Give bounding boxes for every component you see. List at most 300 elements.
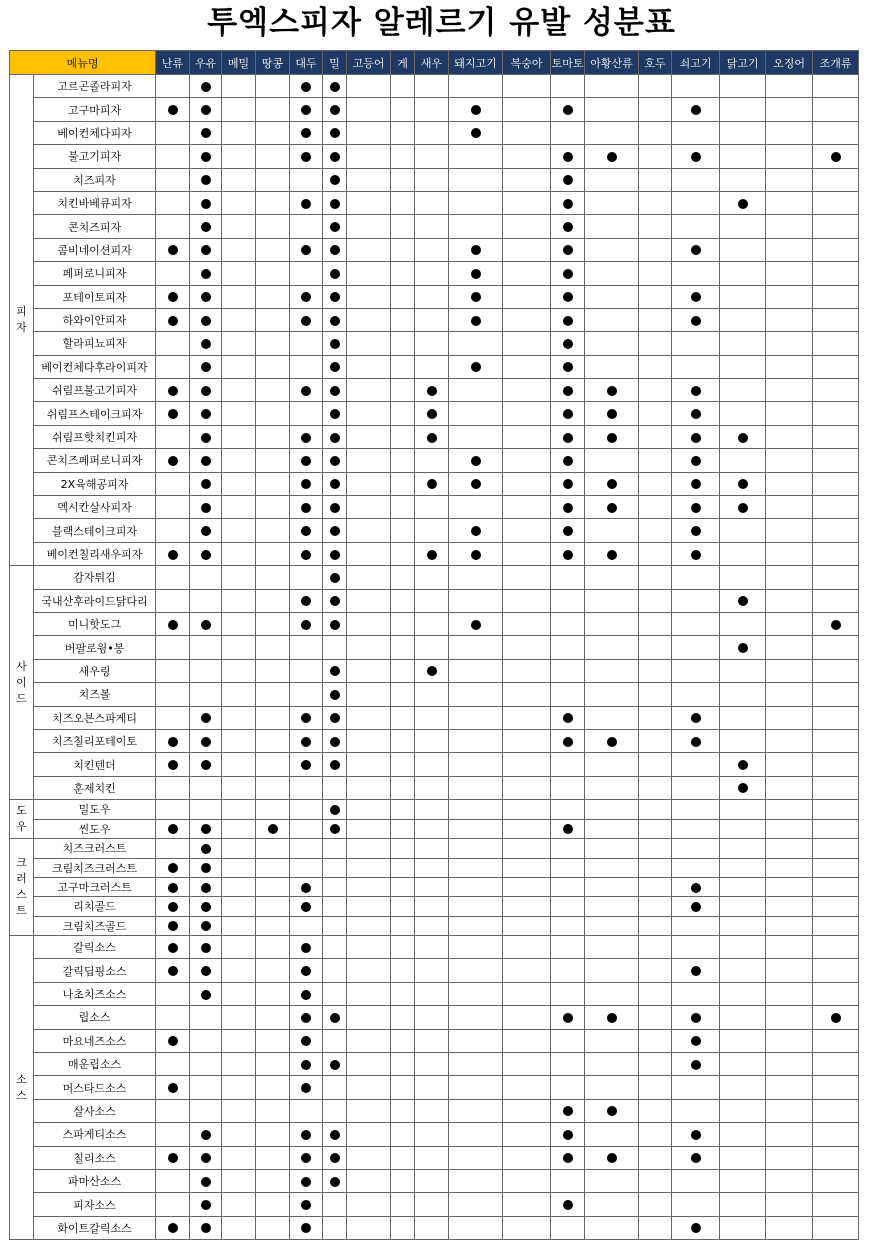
allergen-cell bbox=[551, 355, 585, 378]
allergen-cell bbox=[813, 1193, 859, 1216]
allergen-cell bbox=[415, 659, 449, 682]
allergen-cell bbox=[347, 612, 391, 635]
allergen-cell bbox=[813, 776, 859, 799]
allergen-cell bbox=[222, 1169, 256, 1192]
menu-item-name: 치즈크러스트 bbox=[34, 839, 156, 858]
allergen-cell bbox=[290, 1076, 323, 1099]
allergen-cell bbox=[449, 916, 503, 935]
allergen-cell bbox=[156, 659, 190, 682]
allergen-cell bbox=[672, 308, 720, 331]
allergen-cell bbox=[156, 589, 190, 612]
allergen-cell bbox=[585, 332, 639, 355]
allergen-cell bbox=[813, 238, 859, 261]
allergen-cell bbox=[449, 262, 503, 285]
allergen-cell bbox=[256, 819, 290, 839]
allergen-cell bbox=[391, 262, 415, 285]
allergen-header: 쇠고기 bbox=[672, 51, 720, 75]
allergen-cell bbox=[672, 402, 720, 425]
table-row bbox=[10, 729, 859, 752]
allergen-cell bbox=[766, 753, 813, 776]
allergen-cell bbox=[256, 1193, 290, 1216]
allergen-cell bbox=[503, 566, 551, 589]
allergen-cell bbox=[813, 1169, 859, 1192]
table-row bbox=[10, 982, 859, 1005]
allergen-dot bbox=[563, 713, 573, 723]
menu-item-name: 포테이토피자 bbox=[34, 285, 156, 308]
allergen-dot bbox=[691, 503, 701, 513]
allergen-cell bbox=[190, 308, 222, 331]
allergen-cell bbox=[391, 858, 415, 877]
allergen-cell bbox=[415, 402, 449, 425]
allergen-dot bbox=[607, 152, 617, 162]
allergen-cell bbox=[391, 98, 415, 121]
allergen-dot bbox=[607, 1013, 617, 1023]
allergen-dot bbox=[301, 316, 311, 326]
allergen-cell bbox=[813, 683, 859, 706]
allergen-cell bbox=[503, 75, 551, 98]
allergen-cell bbox=[323, 285, 347, 308]
allergen-cell bbox=[190, 839, 222, 858]
allergen-cell bbox=[639, 262, 672, 285]
allergen-cell bbox=[347, 982, 391, 1005]
menu-item-name: 나초치즈소스 bbox=[34, 982, 156, 1005]
allergen-dot bbox=[563, 175, 573, 185]
allergen-cell bbox=[190, 753, 222, 776]
table-row bbox=[10, 519, 859, 542]
table-row bbox=[10, 1099, 859, 1122]
allergen-cell bbox=[190, 1146, 222, 1169]
allergen-header: 게 bbox=[391, 51, 415, 75]
allergen-cell bbox=[347, 262, 391, 285]
allergen-cell bbox=[256, 916, 290, 935]
allergen-cell bbox=[415, 683, 449, 706]
allergen-cell bbox=[503, 877, 551, 896]
allergen-cell bbox=[347, 706, 391, 729]
allergen-cell bbox=[190, 916, 222, 935]
allergen-cell bbox=[813, 168, 859, 191]
allergen-cell bbox=[503, 285, 551, 308]
table-row bbox=[10, 1216, 859, 1239]
allergen-cell bbox=[813, 1029, 859, 1052]
menu-item-name: 멕시칸살사피자 bbox=[34, 496, 156, 519]
allergen-cell bbox=[449, 706, 503, 729]
allergen-cell bbox=[190, 519, 222, 542]
allergen-dot bbox=[330, 316, 340, 326]
allergen-cell bbox=[256, 379, 290, 402]
allergen-cell bbox=[391, 959, 415, 982]
allergen-dot bbox=[201, 1177, 211, 1187]
allergen-cell bbox=[256, 75, 290, 98]
allergen-cell bbox=[551, 542, 585, 565]
allergen-dot bbox=[330, 620, 340, 630]
menu-item-name: 국내산후라이드닭다리 bbox=[34, 589, 156, 612]
allergen-cell bbox=[323, 706, 347, 729]
allergen-cell bbox=[551, 897, 585, 916]
menu-item-name: 2X육해공피자 bbox=[34, 472, 156, 495]
allergen-cell bbox=[585, 839, 639, 858]
allergen-cell bbox=[766, 285, 813, 308]
allergen-cell bbox=[256, 1216, 290, 1239]
allergen-cell bbox=[766, 659, 813, 682]
allergen-cell bbox=[585, 1099, 639, 1122]
allergen-cell bbox=[290, 215, 323, 238]
allergen-cell bbox=[222, 98, 256, 121]
allergen-cell bbox=[639, 589, 672, 612]
allergen-cell bbox=[672, 238, 720, 261]
allergen-cell bbox=[449, 729, 503, 752]
allergen-cell bbox=[323, 612, 347, 635]
allergen-dot bbox=[201, 128, 211, 138]
allergen-cell bbox=[347, 1146, 391, 1169]
allergen-cell bbox=[323, 776, 347, 799]
allergen-cell bbox=[290, 683, 323, 706]
allergen-cell bbox=[222, 612, 256, 635]
allergen-cell bbox=[323, 1216, 347, 1239]
allergen-cell bbox=[551, 819, 585, 839]
allergen-cell bbox=[391, 285, 415, 308]
allergen-dot bbox=[168, 737, 178, 747]
allergen-dot bbox=[691, 1013, 701, 1023]
allergen-cell bbox=[720, 1029, 766, 1052]
allergen-cell bbox=[672, 1169, 720, 1192]
allergen-cell bbox=[323, 168, 347, 191]
allergen-cell bbox=[551, 636, 585, 659]
allergen-cell bbox=[813, 1006, 859, 1029]
allergen-cell bbox=[323, 1053, 347, 1076]
allergen-cell bbox=[551, 839, 585, 858]
allergen-dot bbox=[168, 620, 178, 630]
table-row bbox=[10, 472, 859, 495]
allergen-cell bbox=[391, 982, 415, 1005]
allergen-cell bbox=[347, 402, 391, 425]
allergen-cell bbox=[222, 877, 256, 896]
allergen-cell bbox=[503, 936, 551, 959]
allergen-cell bbox=[190, 75, 222, 98]
allergen-cell bbox=[672, 379, 720, 402]
allergen-cell bbox=[639, 75, 672, 98]
allergen-cell bbox=[720, 1216, 766, 1239]
allergen-dot bbox=[201, 863, 211, 873]
allergen-cell bbox=[720, 729, 766, 752]
allergen-cell bbox=[813, 800, 859, 820]
allergen-cell bbox=[813, 959, 859, 982]
menu-item-name: 살사소스 bbox=[34, 1099, 156, 1122]
allergen-cell bbox=[766, 706, 813, 729]
allergen-cell bbox=[290, 897, 323, 916]
allergen-cell bbox=[222, 916, 256, 935]
allergen-cell bbox=[290, 308, 323, 331]
allergen-dot bbox=[563, 152, 573, 162]
allergen-cell bbox=[585, 1169, 639, 1192]
allergen-cell bbox=[256, 800, 290, 820]
allergen-cell bbox=[415, 1076, 449, 1099]
allergen-cell bbox=[323, 800, 347, 820]
allergen-cell bbox=[672, 636, 720, 659]
allergen-cell bbox=[720, 215, 766, 238]
allergen-cell bbox=[190, 1193, 222, 1216]
table-row bbox=[10, 819, 859, 839]
allergen-cell bbox=[585, 1216, 639, 1239]
allergen-cell bbox=[551, 1123, 585, 1146]
allergen-cell bbox=[813, 1099, 859, 1122]
allergen-cell bbox=[156, 379, 190, 402]
menu-item-name: 베이컨칠리새우피자 bbox=[34, 542, 156, 565]
allergen-cell bbox=[190, 98, 222, 121]
allergen-dot bbox=[563, 105, 573, 115]
allergen-cell bbox=[813, 425, 859, 448]
allergen-cell bbox=[256, 982, 290, 1005]
allergen-cell bbox=[639, 729, 672, 752]
allergen-dot bbox=[201, 620, 211, 630]
allergen-cell bbox=[720, 897, 766, 916]
allergen-cell bbox=[222, 472, 256, 495]
allergen-cell bbox=[766, 589, 813, 612]
allergen-dot bbox=[738, 503, 748, 513]
allergen-cell bbox=[347, 1193, 391, 1216]
allergen-dot bbox=[301, 1200, 311, 1210]
allergen-cell bbox=[720, 519, 766, 542]
allergen-dot bbox=[301, 128, 311, 138]
allergen-cell bbox=[190, 121, 222, 144]
allergen-cell bbox=[585, 1029, 639, 1052]
table-row bbox=[10, 916, 859, 935]
allergen-dot bbox=[691, 713, 701, 723]
allergen-cell bbox=[551, 936, 585, 959]
allergen-cell bbox=[347, 636, 391, 659]
allergen-cell bbox=[766, 75, 813, 98]
allergen-cell bbox=[347, 800, 391, 820]
allergen-cell bbox=[323, 145, 347, 168]
allergen-cell bbox=[256, 589, 290, 612]
allergen-cell bbox=[639, 936, 672, 959]
allergen-cell bbox=[639, 1006, 672, 1029]
allergen-dot bbox=[201, 1130, 211, 1140]
allergen-cell bbox=[190, 819, 222, 839]
allergen-cell bbox=[347, 215, 391, 238]
allergen-dot bbox=[738, 199, 748, 209]
allergen-cell bbox=[156, 858, 190, 877]
allergen-cell bbox=[813, 839, 859, 858]
allergen-cell bbox=[222, 858, 256, 877]
allergen-dot bbox=[691, 1036, 701, 1046]
allergen-dot bbox=[563, 1013, 573, 1023]
allergen-cell bbox=[391, 1076, 415, 1099]
menu-item-name: 할라피뇨피자 bbox=[34, 332, 156, 355]
allergen-cell bbox=[156, 877, 190, 896]
menu-item-name: 고구마크러스트 bbox=[34, 877, 156, 896]
allergen-cell bbox=[503, 121, 551, 144]
allergen-cell bbox=[323, 1099, 347, 1122]
allergen-dot bbox=[607, 386, 617, 396]
allergen-cell bbox=[551, 1146, 585, 1169]
allergen-cell bbox=[222, 425, 256, 448]
allergen-cell bbox=[551, 379, 585, 402]
allergen-cell bbox=[585, 496, 639, 519]
allergen-cell bbox=[720, 238, 766, 261]
allergen-cell bbox=[585, 238, 639, 261]
allergen-cell bbox=[720, 800, 766, 820]
table-row bbox=[10, 98, 859, 121]
allergen-dot bbox=[301, 990, 311, 1000]
allergen-cell bbox=[766, 145, 813, 168]
allergen-cell bbox=[222, 1216, 256, 1239]
allergen-cell bbox=[720, 285, 766, 308]
allergen-dot bbox=[471, 620, 481, 630]
allergen-cell bbox=[290, 800, 323, 820]
allergen-dot bbox=[168, 921, 178, 931]
allergen-cell bbox=[503, 1146, 551, 1169]
allergen-cell bbox=[551, 215, 585, 238]
allergen-dot bbox=[330, 199, 340, 209]
allergen-dot bbox=[563, 526, 573, 536]
allergen-cell bbox=[391, 636, 415, 659]
allergen-cell bbox=[323, 98, 347, 121]
allergen-dot bbox=[301, 152, 311, 162]
allergen-cell bbox=[503, 402, 551, 425]
menu-item-name: 고구마피자 bbox=[34, 98, 156, 121]
allergen-cell bbox=[156, 168, 190, 191]
allergen-cell bbox=[766, 800, 813, 820]
allergen-cell bbox=[585, 858, 639, 877]
allergen-cell bbox=[813, 589, 859, 612]
allergen-cell bbox=[391, 425, 415, 448]
allergen-dot bbox=[330, 503, 340, 513]
allergen-dot bbox=[168, 1153, 178, 1163]
allergen-cell bbox=[323, 753, 347, 776]
allergen-cell bbox=[551, 1169, 585, 1192]
allergen-cell bbox=[156, 1076, 190, 1099]
table-row bbox=[10, 145, 859, 168]
allergen-dot bbox=[330, 760, 340, 770]
allergen-cell bbox=[639, 496, 672, 519]
table-row bbox=[10, 589, 859, 612]
allergen-cell bbox=[156, 542, 190, 565]
allergen-cell bbox=[449, 1146, 503, 1169]
allergen-cell bbox=[813, 566, 859, 589]
allergen-cell bbox=[391, 776, 415, 799]
allergen-cell bbox=[551, 800, 585, 820]
allergen-cell bbox=[813, 1146, 859, 1169]
allergen-cell bbox=[290, 636, 323, 659]
allergen-cell bbox=[503, 1169, 551, 1192]
allergen-cell bbox=[222, 753, 256, 776]
allergen-cell bbox=[639, 1146, 672, 1169]
allergen-dot bbox=[201, 222, 211, 232]
allergen-dot bbox=[301, 386, 311, 396]
allergen-cell bbox=[720, 659, 766, 682]
allergen-dot bbox=[563, 292, 573, 302]
allergen-cell bbox=[551, 519, 585, 542]
table-row bbox=[10, 566, 859, 589]
allergen-cell bbox=[766, 776, 813, 799]
allergen-cell bbox=[449, 819, 503, 839]
allergen-dot bbox=[330, 1130, 340, 1140]
menu-item-name: 치즈피자 bbox=[34, 168, 156, 191]
allergen-cell bbox=[585, 145, 639, 168]
table-row bbox=[10, 1029, 859, 1052]
allergen-cell bbox=[551, 145, 585, 168]
allergen-cell bbox=[766, 566, 813, 589]
allergen-cell bbox=[391, 1029, 415, 1052]
allergen-cell bbox=[449, 542, 503, 565]
allergen-cell bbox=[503, 659, 551, 682]
allergen-cell bbox=[551, 1029, 585, 1052]
allergen-cell bbox=[156, 1029, 190, 1052]
allergen-cell bbox=[256, 425, 290, 448]
allergen-cell bbox=[222, 332, 256, 355]
allergen-cell bbox=[190, 706, 222, 729]
allergen-cell bbox=[391, 542, 415, 565]
allergen-cell bbox=[190, 589, 222, 612]
allergen-dot bbox=[301, 596, 311, 606]
allergen-cell bbox=[720, 402, 766, 425]
allergen-cell bbox=[347, 1029, 391, 1052]
table-row bbox=[10, 215, 859, 238]
allergen-dot bbox=[691, 292, 701, 302]
allergen-cell bbox=[347, 355, 391, 378]
allergen-cell bbox=[672, 519, 720, 542]
allergen-cell bbox=[415, 519, 449, 542]
allergen-cell bbox=[766, 496, 813, 519]
allergen-cell bbox=[190, 800, 222, 820]
table-row bbox=[10, 1053, 859, 1076]
table-row bbox=[10, 612, 859, 635]
allergen-header: 호두 bbox=[639, 51, 672, 75]
allergen-cell bbox=[415, 285, 449, 308]
allergen-cell bbox=[391, 121, 415, 144]
allergen-dot bbox=[330, 292, 340, 302]
allergen-cell bbox=[503, 145, 551, 168]
allergen-cell bbox=[503, 916, 551, 935]
table-row bbox=[10, 1193, 859, 1216]
category-name: 피자 bbox=[16, 305, 27, 335]
allergen-dot bbox=[201, 479, 211, 489]
allergen-cell bbox=[256, 706, 290, 729]
allergen-cell bbox=[323, 238, 347, 261]
allergen-header: 새우 bbox=[415, 51, 449, 75]
allergen-cell bbox=[449, 121, 503, 144]
allergen-cell bbox=[290, 1193, 323, 1216]
allergen-cell bbox=[672, 449, 720, 472]
allergen-cell bbox=[190, 636, 222, 659]
allergen-dot bbox=[301, 966, 311, 976]
allergen-cell bbox=[551, 1006, 585, 1029]
allergen-cell bbox=[503, 449, 551, 472]
allergen-cell bbox=[156, 332, 190, 355]
menu-item-name: 블랙스테이크피자 bbox=[34, 519, 156, 542]
allergen-cell bbox=[639, 1099, 672, 1122]
table-row bbox=[10, 379, 859, 402]
allergen-cell bbox=[585, 706, 639, 729]
allergen-table bbox=[9, 50, 859, 1240]
allergen-cell bbox=[639, 425, 672, 448]
allergen-dot bbox=[738, 643, 748, 653]
allergen-cell bbox=[585, 121, 639, 144]
allergen-cell bbox=[449, 800, 503, 820]
allergen-dot bbox=[201, 824, 211, 834]
allergen-dot bbox=[427, 433, 437, 443]
allergen-cell bbox=[585, 729, 639, 752]
allergen-cell bbox=[720, 636, 766, 659]
allergen-cell bbox=[585, 425, 639, 448]
allergen-cell bbox=[415, 98, 449, 121]
allergen-dot bbox=[330, 1060, 340, 1070]
allergen-cell bbox=[415, 496, 449, 519]
allergen-dot bbox=[168, 245, 178, 255]
table-row bbox=[10, 355, 859, 378]
allergen-cell bbox=[391, 706, 415, 729]
allergen-cell bbox=[347, 1123, 391, 1146]
